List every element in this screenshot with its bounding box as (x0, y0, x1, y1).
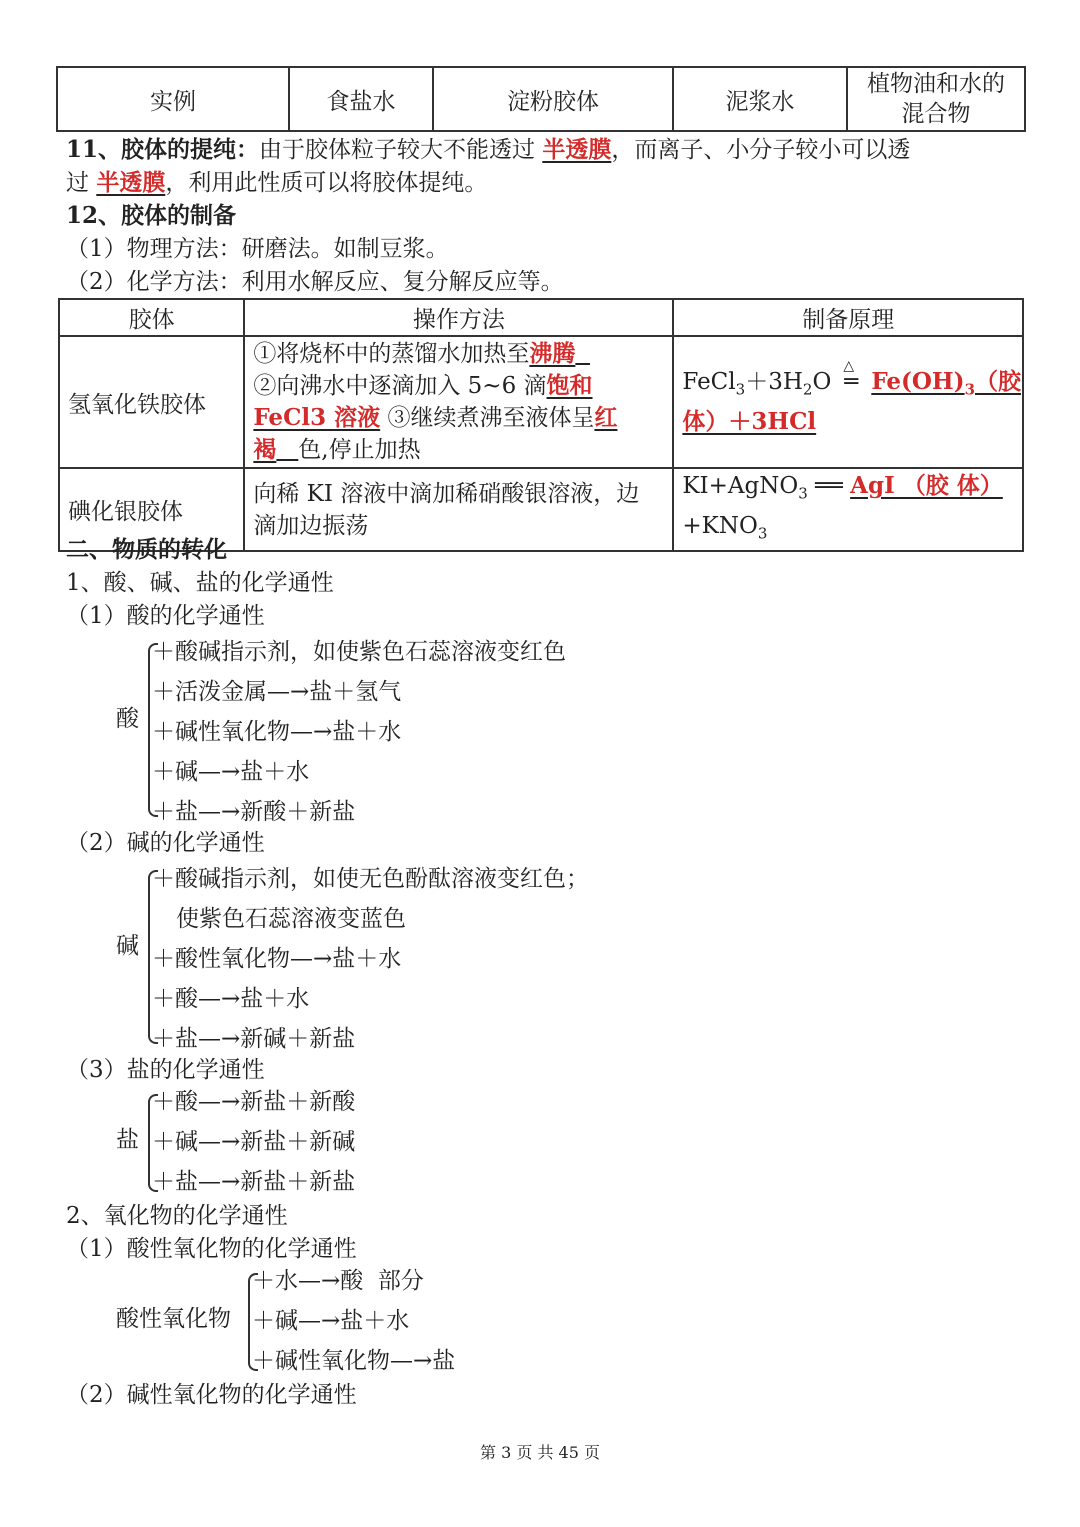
base-item-salt: ＋盐—→新碱＋新盐 (152, 1026, 356, 1052)
eq2-kno: +KNO (682, 512, 758, 539)
salt-item-acid: ＋酸—→新盐＋新酸 (152, 1089, 356, 1115)
base-items (152, 859, 589, 1059)
eq1-product: Fe(OH) (871, 368, 965, 396)
base-item-litmus: 使紫色石蕊溶液变蓝色 (176, 906, 406, 932)
eq1-product-sub: 3 (964, 380, 975, 399)
acid-item-base: ＋碱—→盐＋水 (152, 759, 310, 785)
acid-items (152, 632, 566, 832)
op-step2: ②向沸水中逐滴加入 5~6 滴 (253, 373, 547, 399)
chemical-method: （2）化学方法：利用水解反应、复分解反应等。 (66, 269, 564, 295)
cell-mud-water: 泥浆水 (673, 67, 847, 131)
acid-item-indicator: ＋酸碱指示剂，如使紫色石蕊溶液变红色 (152, 639, 566, 665)
eq2-lhs: KI+AgNO (682, 473, 799, 499)
cell-ferric-hydroxide: 氢氧化铁胶体 (59, 336, 244, 468)
blank-boiling: 沸腾 (529, 340, 576, 367)
acid-label: 酸 (116, 706, 139, 732)
cell-agi-equation: KI+AgNO$_3$ ══ AgI （胶 体） $+KNO_3$ (673, 468, 1023, 551)
cell-oil-water-line2: 混合物 (901, 101, 971, 127)
cell-starch-colloid: 淀粉胶体 (433, 67, 673, 131)
cell-ferric-ops (244, 336, 673, 468)
agi-op-line2: 滴加边振荡 (253, 512, 369, 539)
eq1-h2o: ＋3H (745, 369, 803, 396)
blank-saturated: 饱和 (546, 372, 593, 399)
section-two-heading: 二、物质的转化 (66, 536, 227, 563)
op-step3: ③继续煮沸至液体呈 (387, 405, 595, 431)
salt-item-base: ＋碱—→新盐＋新碱 (152, 1129, 356, 1155)
ao-item-basic-oxide: ＋碱性氧化物—→盐 (252, 1348, 456, 1374)
acidic-oxide-label: 酸性氧化物 (116, 1306, 231, 1332)
oxides-heading: 2、氧化物的化学通性 (66, 1203, 288, 1229)
agi-op-line1: 向稀 KI 溶液中滴加稀硝酸银溶液，边 (253, 480, 640, 507)
salt-title: （3）盐的化学通性 (66, 1057, 265, 1083)
blank-fecl3: FeCl3 溶液 (253, 404, 381, 431)
cell-oil-water (847, 67, 1025, 131)
acidic-oxide-title: （1）酸性氧化物的化学通性 (66, 1236, 357, 1262)
acid-base-salt-heading: 1、酸、碱、盐的化学通性 (66, 570, 334, 596)
eq1-colloid-1: （胶 (975, 368, 1021, 396)
base-item-acidic-oxide: ＋酸性氧化物—→盐＋水 (152, 946, 402, 972)
cell-agi-ops (244, 468, 673, 551)
cell-salt-water: 食盐水 (289, 67, 433, 131)
salt-item-salt: ＋盐—→新盐＋新盐 (152, 1169, 356, 1195)
heat-symbol: △ (843, 358, 855, 375)
section-11-line1 (66, 134, 910, 166)
base-item-acid: ＋酸—→盐＋水 (152, 986, 310, 1012)
s11-text2: ，而离子、小分子较小可以透 (611, 137, 911, 163)
physical-method: （1）物理方法：研磨法。如制豆浆。 (66, 236, 449, 262)
acid-item-salt: ＋盐—→新酸＋新盐 (152, 799, 356, 825)
eq2-sub: 3 (798, 484, 808, 503)
op-step3-end: 色,停止加热 (298, 437, 421, 463)
eq2-product: AgI （胶 体） (850, 472, 1003, 499)
blank-semipermeable-1: 半透膜 (542, 136, 612, 163)
cell-oil-water-line1: 植物油和水的 (867, 71, 1005, 97)
section-11-heading: 11、胶体的提纯： (66, 136, 260, 163)
acidic-oxide-items (252, 1261, 455, 1381)
acid-title: （1）酸的化学通性 (66, 603, 265, 629)
basic-oxide-title: （2）碱性氧化物的化学通性 (66, 1382, 357, 1408)
preparation-table (58, 298, 1024, 552)
section-11-line2 (66, 167, 487, 199)
base-label: 碱 (116, 933, 139, 959)
eq1-sub1: 3 (735, 380, 746, 399)
eq1-sub2: 2 (802, 380, 813, 399)
eq1-heat-equals: △ ═ (831, 366, 871, 398)
eq1-colloid-2: 体）＋3HCl (682, 407, 817, 435)
cell-example-header: 实例 (57, 67, 289, 131)
ao-item-water: ＋水—→酸 部分 (252, 1268, 424, 1294)
s11-text3: 过 (66, 170, 89, 196)
blank-red: 红 (594, 404, 618, 431)
header-operation: 操作方法 (244, 299, 673, 336)
base-title: （2）碱的化学通性 (66, 830, 265, 856)
page-footer: 第 3 页 共 45 页 (480, 1443, 600, 1462)
header-colloid: 胶体 (59, 299, 244, 336)
eq1-o: O (812, 369, 832, 396)
section-12-heading: 12、胶体的制备 (66, 202, 237, 229)
s11-text4: ，利用此性质可以将胶体提纯。 (165, 170, 488, 196)
header-principle: 制备原理 (673, 299, 1023, 336)
s11-text1: 由于胶体粒子较大不能透过 (259, 137, 536, 163)
cell-ferric-equation (673, 336, 1023, 468)
ao-item-base: ＋碱—→盐＋水 (252, 1308, 410, 1334)
cell-silver-iodide: 碘化银胶体 (59, 468, 244, 551)
op-step1: ①将烧杯中的蒸馏水加热至 (253, 341, 530, 367)
base-item-indicator: ＋酸碱指示剂，如使无色酚酞溶液变红色； (152, 866, 589, 892)
salt-items (152, 1082, 355, 1202)
salt-label: 盐 (116, 1127, 139, 1153)
blank-brown: 褐 (253, 436, 277, 463)
acid-item-metal: ＋活泼金属—→盐＋氢气 (152, 679, 402, 705)
blank-semipermeable-2: 半透膜 (96, 169, 166, 196)
eq1-fecl: FeCl (682, 369, 736, 396)
acid-item-basic-oxide: ＋碱性氧化物—→盐＋水 (152, 719, 402, 745)
example-table (56, 66, 1026, 132)
eq2-sub2: 3 (757, 524, 768, 543)
